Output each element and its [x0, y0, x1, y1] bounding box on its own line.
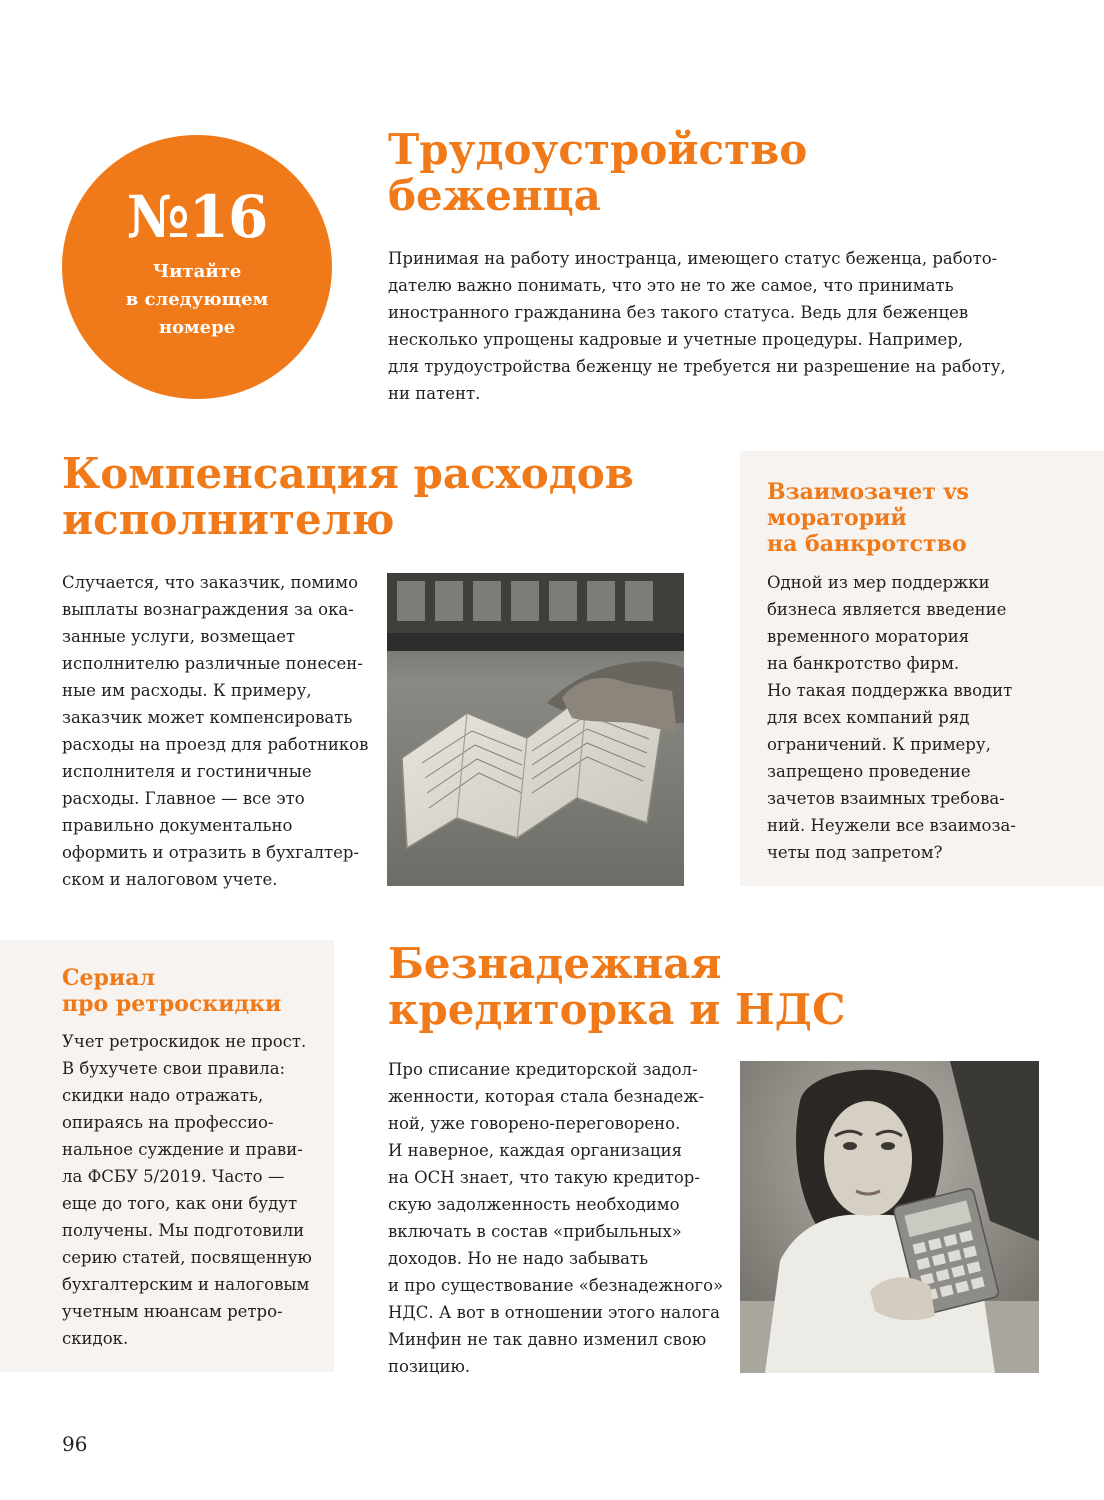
- title-line: Сериал: [62, 965, 155, 991]
- article-title-refugee[interactable]: [388, 127, 807, 219]
- body-line: выплаты вознаграждения за ока-: [62, 600, 354, 619]
- body-line: бухгалтерским и налоговым: [62, 1275, 310, 1294]
- page-number: 96: [62, 1432, 88, 1456]
- title-line: про ретроскидки: [62, 991, 282, 1017]
- body-line: исполнителю различные понесен-: [62, 654, 363, 673]
- article-body-refugee: [388, 245, 1006, 407]
- body-line: временного моратория: [767, 627, 970, 646]
- body-line: Учет ретроскидок не прост.: [62, 1032, 307, 1051]
- body-line: доходов. Но не надо забывать: [388, 1249, 649, 1268]
- body-line: правильно документально: [62, 816, 293, 835]
- body-line: скидок.: [62, 1329, 129, 1348]
- body-line: несколько упрощены кадровые и учетные процедуры. Например,: [388, 330, 964, 349]
- body-line: на ОСН знает, что такую кредитор-: [388, 1168, 700, 1187]
- body-line: занные услуги, возмещает: [62, 627, 296, 646]
- title-line: Компенсация расходов: [62, 449, 634, 498]
- body-line: ограничений. К примеру,: [767, 735, 991, 754]
- sidebar-body-retro: [62, 1028, 312, 1352]
- badge-caption-line: номере: [158, 317, 236, 338]
- body-line: В бухучете свои правила:: [62, 1059, 286, 1078]
- body-line: нальное суждение и прави-: [62, 1140, 303, 1159]
- body-line: четы под запретом?: [767, 843, 943, 862]
- calculator-photo-illustration: [740, 1061, 1039, 1373]
- article-body-compensation: [62, 569, 368, 893]
- body-line: еще до того, как они будут: [62, 1194, 298, 1213]
- body-line: учетным нюансам ретро-: [62, 1302, 283, 1321]
- title-line: кредиторка и НДС: [388, 985, 846, 1034]
- body-line: зачетов взаимных требова-: [767, 789, 1005, 808]
- body-line: женности, которая стала безнадеж-: [388, 1087, 705, 1106]
- body-line: бизнеса является введение: [767, 600, 1007, 619]
- body-line: скую задолженность необходимо: [388, 1195, 680, 1214]
- body-line: расходы на проезд для работников: [62, 735, 369, 754]
- title-line: мораторий: [767, 505, 907, 531]
- body-line: для трудоустройства беженцу не требуется ни разрешение на работу,: [388, 357, 1006, 376]
- body-line: исполнителя и гостиничные: [62, 762, 312, 781]
- title-line: беженца: [388, 171, 601, 220]
- body-line: получены. Мы подготовили: [62, 1221, 305, 1240]
- body-line: заказчик может компенсировать: [62, 708, 353, 727]
- title-line: на банкротство: [767, 531, 967, 557]
- body-line: ной, уже говорено-переговорено.: [388, 1114, 681, 1133]
- issue-badge: [62, 135, 332, 399]
- body-line: ний. Неужели все взаимоза-: [767, 816, 1016, 835]
- body-line: ные им расходы. К примеру,: [62, 681, 312, 700]
- body-line: Одной из мер поддержки: [767, 573, 990, 592]
- body-line: на банкротство фирм.: [767, 654, 960, 673]
- article-title-compensation[interactable]: [62, 451, 634, 543]
- body-line: дателю важно понимать, что это не то же самое, что принимать: [388, 276, 954, 295]
- badge-caption-line: Читайте: [152, 261, 242, 282]
- issue-number: №16: [126, 183, 268, 251]
- body-line: Случается, что заказчик, помимо: [62, 573, 359, 592]
- body-line: позицию.: [388, 1357, 471, 1376]
- title-line: Безнадежная: [388, 939, 722, 988]
- body-line: запрещено проведение: [767, 762, 971, 781]
- body-line: НДС. А вот в отношении этого налога: [388, 1303, 720, 1322]
- tickets-photo: [387, 573, 684, 886]
- title-line: Трудоустройство: [388, 125, 808, 174]
- body-line: оформить и отразить в бухгалтер-: [62, 843, 360, 862]
- title-line: исполнителю: [62, 495, 395, 544]
- sidebar-title-moratorium[interactable]: [767, 479, 969, 557]
- body-line: иностранного гражданина без такого статуса. Ведь для беженцев: [388, 303, 969, 322]
- title-line: Взаимозачет vs: [767, 479, 969, 505]
- sidebar-title-retro[interactable]: [62, 965, 281, 1017]
- body-line: ском и налоговом учете.: [62, 870, 278, 889]
- badge-caption-line: в следующем: [125, 289, 269, 310]
- body-line: Про списание кредиторской задол-: [388, 1060, 698, 1079]
- body-line: опираясь на профессио-: [62, 1113, 274, 1132]
- badge-caption: [62, 258, 332, 342]
- calculator-photo: [740, 1061, 1039, 1373]
- body-line: серию статей, посвященную: [62, 1248, 312, 1267]
- body-line: ла ФСБУ 5/2019. Часто —: [62, 1167, 285, 1186]
- body-line: и про существование «безнадежного»: [388, 1276, 724, 1295]
- body-line: скидки надо отражать,: [62, 1086, 264, 1105]
- article-title-vat[interactable]: [388, 941, 845, 1033]
- body-line: расходы. Главное — все это: [62, 789, 305, 808]
- body-line: включать в состав «прибыльных»: [388, 1222, 682, 1241]
- tickets-photo-illustration: [387, 573, 684, 886]
- sidebar-body-moratorium: [767, 569, 1016, 866]
- article-body-vat: [388, 1056, 723, 1380]
- body-line: для всех компаний ряд: [767, 708, 970, 727]
- body-line: Минфин не так давно изменил свою: [388, 1330, 707, 1349]
- body-line: Принимая на работу иностранца, имеющего статус беженца, работо-: [388, 249, 998, 268]
- body-line: И наверное, каждая организация: [388, 1141, 683, 1160]
- body-line: Но такая поддержка вводит: [767, 681, 1013, 700]
- body-line: ни патент.: [388, 384, 481, 403]
